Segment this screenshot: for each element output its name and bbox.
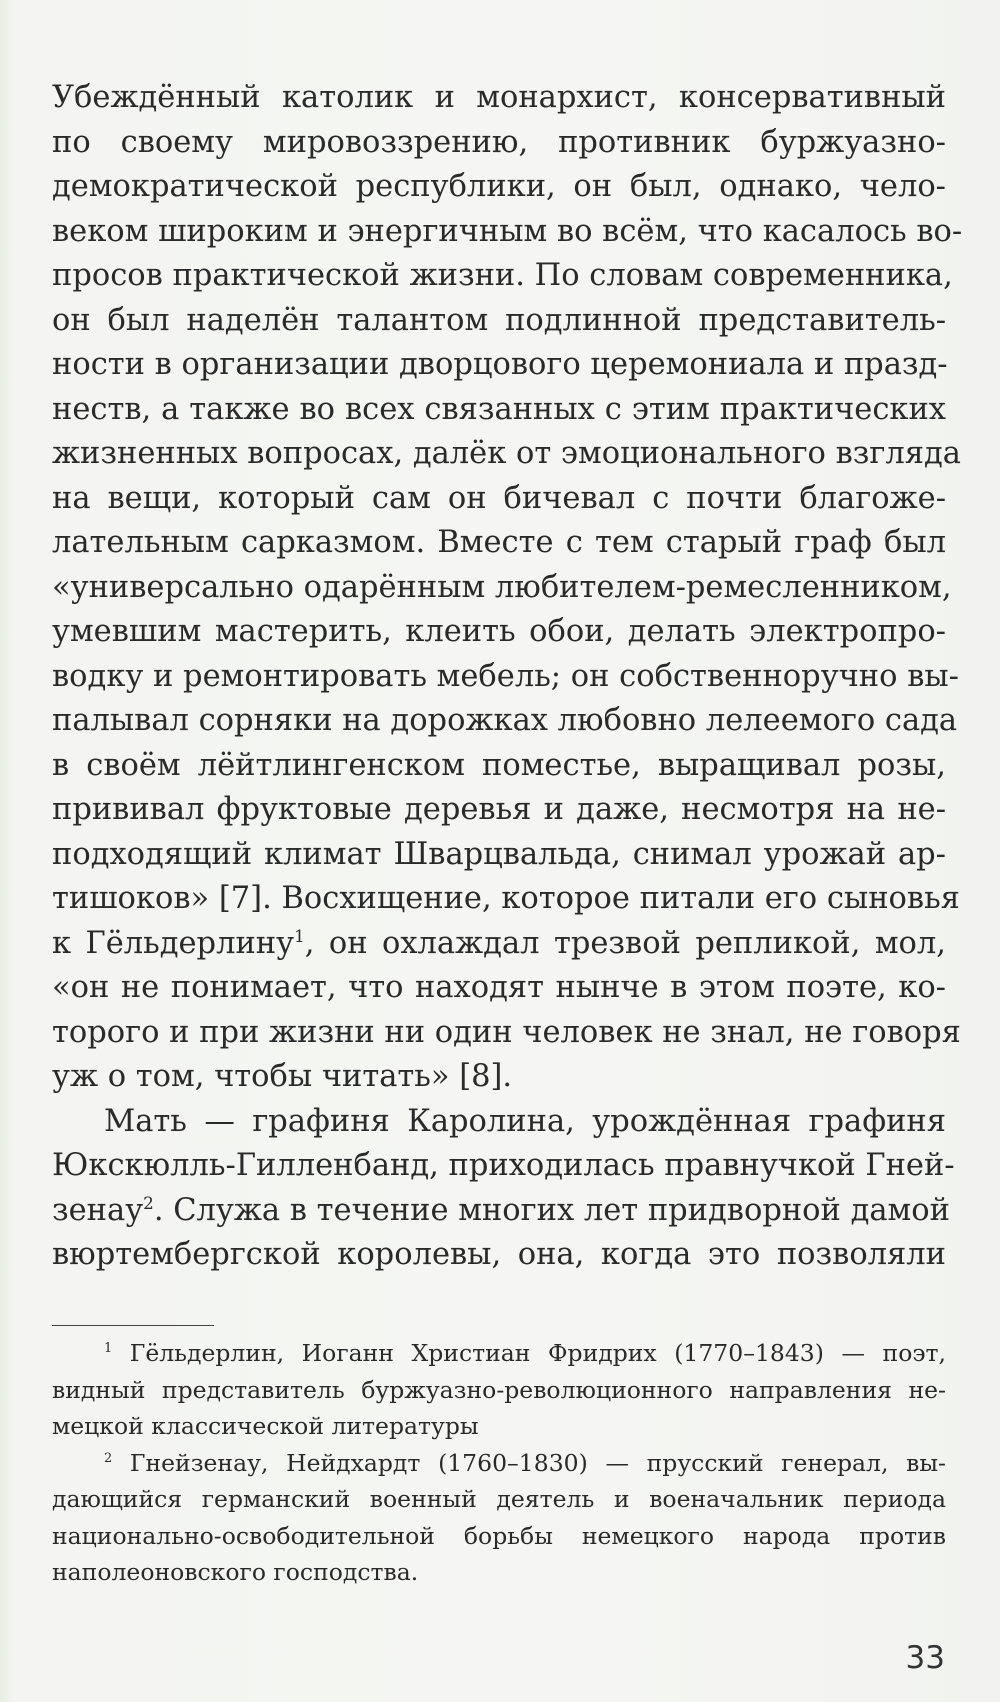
text-line: веком широким и энергичным во всём, что касалось во-: [52, 213, 963, 249]
footnote-marker-1: 1: [104, 1341, 113, 1357]
footnote-2-line: национально-освободительной борьбы немецкого народа против: [52, 1521, 946, 1550]
footnote-text: Гёльдерлин, Иоганн Христиан Фридрих (1770–1843) — поэт,: [129, 1339, 946, 1367]
text-line-with-footnote-ref: [52, 922, 946, 967]
page-number: 33: [905, 1640, 945, 1676]
text-line: жизненных вопросах, далёк от эмоционального взгляда: [52, 436, 961, 471]
footnote-text: Гнейзенау, Нейдхардт (1760–1830) — прусский генерал, вы-: [129, 1448, 946, 1477]
paragraph-start-line: Мать — графиня Каролина, урождённая графиня: [104, 1103, 946, 1139]
text-line: уж о том, чтобы читать» [8].: [52, 1059, 513, 1094]
text-line: палывал сорняки на дорожках любовно лелеемого сада: [52, 703, 958, 738]
text-segment: . Служа в течение многих лет придворной дамой: [153, 1192, 950, 1228]
text-line: тишоков» [7]. Восхищение, которое питали его сыновья: [52, 881, 960, 916]
text-line: торого и при жизни ни один человек не знал, не говоря: [52, 1014, 961, 1050]
text-line: неств, а также во всех связанных с этим практических: [52, 391, 946, 427]
text-line: по своему мировоззрению, противник буржуазно-: [52, 124, 946, 160]
text-line: на вещи, который сам он бичевал с почти благоже-: [52, 480, 946, 516]
text-line: Юкскюлль-Гилленбанд, приходилась правнучкой Гней-: [52, 1148, 955, 1183]
footnote-2-line: [52, 1445, 946, 1482]
text-line: ности в организации дворцового церемониала и празд-: [52, 347, 948, 382]
text-line-with-footnote-ref: [52, 1189, 950, 1234]
text-line: в своём лёйтлингенском поместье, выращивал розы,: [52, 747, 946, 783]
text-line: водку и ремонтировать мебель; он собственноручно вы-: [52, 658, 959, 694]
text-line: Убеждённый католик и монархист, консервативный: [52, 80, 946, 115]
footnotes: [52, 1335, 946, 1591]
text-line: умевшим мастерить, клеить обои, делать электропро-: [52, 614, 946, 649]
body-text: [52, 76, 963, 1278]
footnote-separator: [52, 1325, 214, 1326]
text-line: лательным сарказмом. Вместе с тем старый граф был: [52, 525, 946, 560]
text-segment: к Гёльдерлину: [52, 925, 295, 961]
text-line: «универсально одарённым любителем-ремесленником,: [52, 569, 952, 605]
footnote-reference-1: 1: [294, 925, 305, 946]
footnote-2-line: дающийся германский военный деятель и военачальник периода: [52, 1485, 946, 1513]
text-line: просов практической жизни. По словам современника,: [52, 258, 953, 293]
text-line: он был наделён талантом подлинной представитель-: [52, 302, 946, 338]
footnote-1-line: [52, 1335, 946, 1372]
text-line: демократической республики, он был, однако, чело-: [52, 169, 946, 204]
footnote-1-line: видный представитель буржуазно-революционного направления не-: [52, 1375, 946, 1404]
text-line: прививал фруктовые деревья и даже, несмотря на не-: [52, 792, 946, 827]
footnote-2-line: наполеоновского господства.: [52, 1558, 419, 1586]
footnote-reference-2: 2: [143, 1192, 154, 1213]
footnote-1-line: мецкой классической литературы: [52, 1412, 479, 1440]
text-line: «он не понимает, что находят нынче в этом поэте, ко-: [52, 970, 946, 1005]
text-line: подходящий климат Шварцвальда, снимал урожай ар-: [52, 836, 946, 872]
text-line: вюртембергской королевы, она, когда это позволяли: [52, 1237, 946, 1272]
text-segment: , он охлаждал трезвой репликой, мол,: [304, 925, 946, 961]
footnote-marker-2: 2: [104, 1450, 113, 1466]
text-segment: зенау: [52, 1192, 144, 1228]
